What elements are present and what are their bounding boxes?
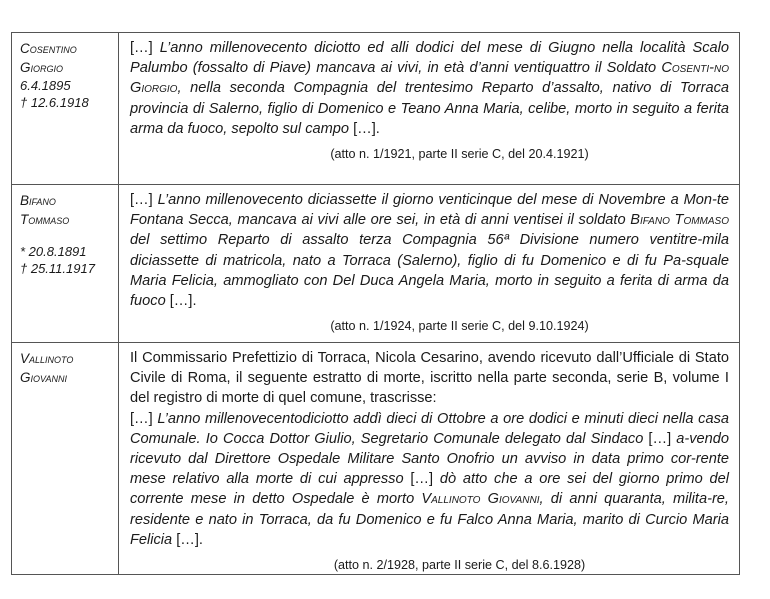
record-citation: (atto n. 1/1924, parte II serie C, del 9.10.1924) [330, 319, 589, 334]
record-row-vallinoto [12, 343, 740, 575]
record-row-cosentino [12, 33, 740, 185]
record-surname: Bifano [20, 193, 56, 208]
record-birth-date: * 20.8.1891 [20, 244, 87, 259]
record-intro: Il Commissario Prefettizio di Torraca, Nicola Cesarino, avendo ricevuto dall’Ufficiale di Stato Civile di Roma, il seguente estratto di morte, iscritto nella parte seconda, serie B, volume I del registro di morte di quel comune, trascrisse: [130, 350, 729, 407]
record-citation: (atto n. 1/1921, parte II serie C, del 20.4.1921) [330, 147, 589, 162]
record-citation: (atto n. 2/1928, parte II serie C, del 8.6.1928) [333, 558, 586, 573]
record-given-name: Tommaso [20, 212, 70, 227]
record-name-cell [12, 185, 119, 343]
record-given-name: Giovanni [20, 370, 68, 385]
record-text-cell [119, 33, 740, 185]
record-name-cell [12, 343, 119, 575]
soldier-name: Vallinoto Giovanni [421, 491, 540, 508]
record-excerpt: […] L’anno millenovecentodiciotto addì dieci di Ottobre a ore dodici e minuti dieci nella casa Comunale. Io Cocca Dottor Giulio, Segretario Comunale delegato dal Sindaco […] a-vendo ricevuto dal Direttore Ospedale Militare Santo Onofrio un avviso in data primo cor-rente mese relativo alla morte di cui appresso […] dò atto che a ore sei del giorno primo del corrente mese in detto Ospedale è morto Vallinoto Giovanni, di anni quaranta, milita-re, residente e nato in Torraca, da fu Domenico e fu Falco Anna Maria, marito di Curcio Maria Felicia […]. [130, 410, 729, 548]
death-records-table [11, 32, 740, 575]
record-birth-date: 6.4.1895 [20, 78, 71, 93]
record-surname: Vallinoto [20, 351, 74, 366]
record-death-date: † 25.11.1917 [20, 261, 95, 276]
soldier-name: Bifano Tommaso [630, 212, 730, 229]
record-excerpt: […] L’anno millenovecento diciotto ed alli dodici del mese di Giugno nella località Scalo Palumbo (fossalto di Piave) mancava ai vivi, in età d’anni ventiquattro il Soldato Cosenti-no Giorgio, nella seconda Compagnia del trentesimo Reparto d’assalto, nativo di Torraca provincia di Salerno, figlio di Domenico e Teano Anna Maria, celibe, morto in seguito a ferita arma da fuoco, sepolto sul campo […]. [130, 40, 729, 137]
record-death-date: † 12.6.1918 [20, 95, 89, 110]
record-given-name: Giorgio [20, 60, 64, 75]
record-row-bifano [12, 185, 740, 343]
record-text-cell [119, 343, 740, 575]
record-excerpt: […] L’anno millenovecento diciassette il giorno venticinque del mese di Novembre a Mon-te Fontana Secca, mancava ai vivi alle ore sei, in età di anni ventisei il soldato Bifano Tommaso del settimo Reparto di assalto terza Compagnia 56ª Divisione numero ventitre-mila diciassette di matricola, nato a Torraca (Salerno), figlio di fu Domenico e di fu Pa-squale Maria Felicia, ammogliato con Del Duca Angela Maria, morto in seguito a ferita di arma da fuoco […]. [130, 192, 730, 310]
record-text-cell [119, 185, 740, 343]
record-surname: Cosentino [20, 41, 77, 56]
soldier-name: Cosenti-no Giorgio [130, 60, 729, 97]
record-name-cell [12, 33, 119, 185]
